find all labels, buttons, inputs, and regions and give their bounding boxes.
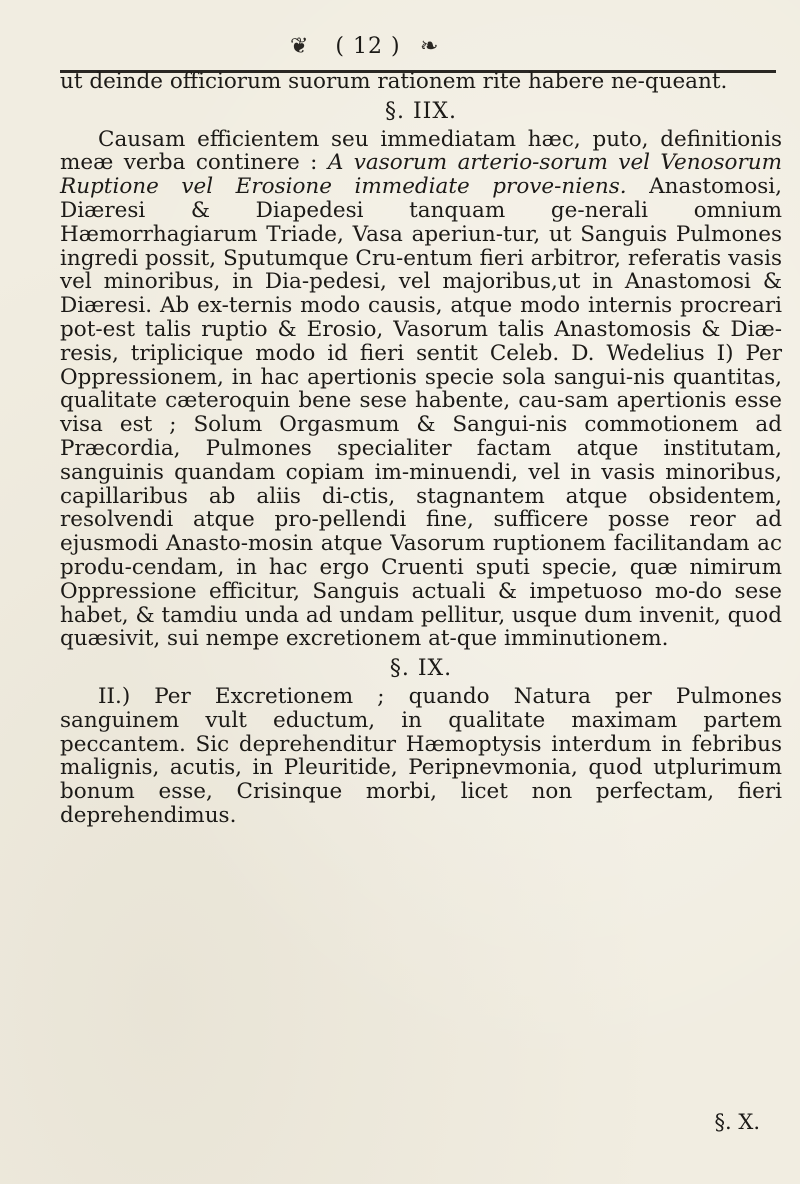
opening-paragraph: ut deinde officiorum suorum rationem rite habere ne-queant. bbox=[60, 69, 728, 94]
fleuron-right-icon: ❧ bbox=[420, 34, 439, 59]
fleuron-left-icon: ❦ bbox=[290, 34, 309, 59]
paragraph-causa-efficiens bbox=[60, 128, 782, 652]
section-heading-ix: §. IX. bbox=[389, 656, 453, 682]
paragraph-excretio: II.) Per Excretionem ; quando Natura per Pulmones sanguinem vult eductum, in qualitate maximam partem peccantem. Sic deprehenditur Hæmoptysis interdum in febribus malignis, acutis, in Pleuritide, Peripnevmonia, quod utplurimum bonum esse, Crisinque morbi, licet non perfectam, fieri deprehendimus. bbox=[60, 683, 782, 828]
body-text bbox=[60, 70, 782, 828]
section-heading-iix: §. IIX. bbox=[384, 98, 458, 124]
definition-quote: A vasorum arterio-sorum vel Venosorum Ruptione vel Erosione immediate prove-niens. bbox=[60, 150, 782, 200]
paragraph-rest: Anastomosi, Diæresi & Diapedesi tanquam ge-nerali omnium Hæmorrhagiarum Triade, Vasa aperiun-tur, ut Sanguis Pulmones ingredi possit, Sputumque Cru-entum fieri arbitror, referatis vasis vel minoribus, in Dia-pedesi, vel majoribus,ut in Anastomosi & Diæresi. Ab ex-ternis modo causis, atque modo internis procreari pot-est talis ruptio & Erosio, Vasorum talis Anastomosis & Diæ-resis, triplicique modo id fieri sentit Celeb. D. Wedelius I) Per Oppressionem, in hac apertionis specie sola sangui-nis quantitas, qualitate cæteroquin bene sese habente, cau-sam apertionis esse visa est ; Solum Orgasmum & Sangui-nis commotionem ad Præcordia, Pulmones specialiter factam atque institutam, sanguinis quandam copiam im-minuendi, vel in vasis minoribus, capillaribus ab aliis di-ctis, stagnantem atque obsidentem, resolvendi atque pro-pellendi fine, sufficere posse reor ad ejusmodi Anasto-mosin atque Vasorum ruptionem facilitandam ac produ-cendam, in hac ergo Cruenti sputi specie, quæ nimirum Oppressione efficitur, Sanguis actuali & impetuoso mo-do sese habet, & tamdiu unda ad undam pellitur, usque dum invenit, quod quæsivit, sui nempe excretionem at-que imminutionem. bbox=[60, 174, 783, 652]
page-number: ( 12 ) bbox=[335, 34, 401, 59]
catchword: §. X. bbox=[714, 1110, 760, 1134]
paragraph-start: Causam efficientem seu immediatam hæc, puto, definitionis meæ verba continere : bbox=[60, 126, 782, 176]
page-header bbox=[60, 10, 776, 66]
